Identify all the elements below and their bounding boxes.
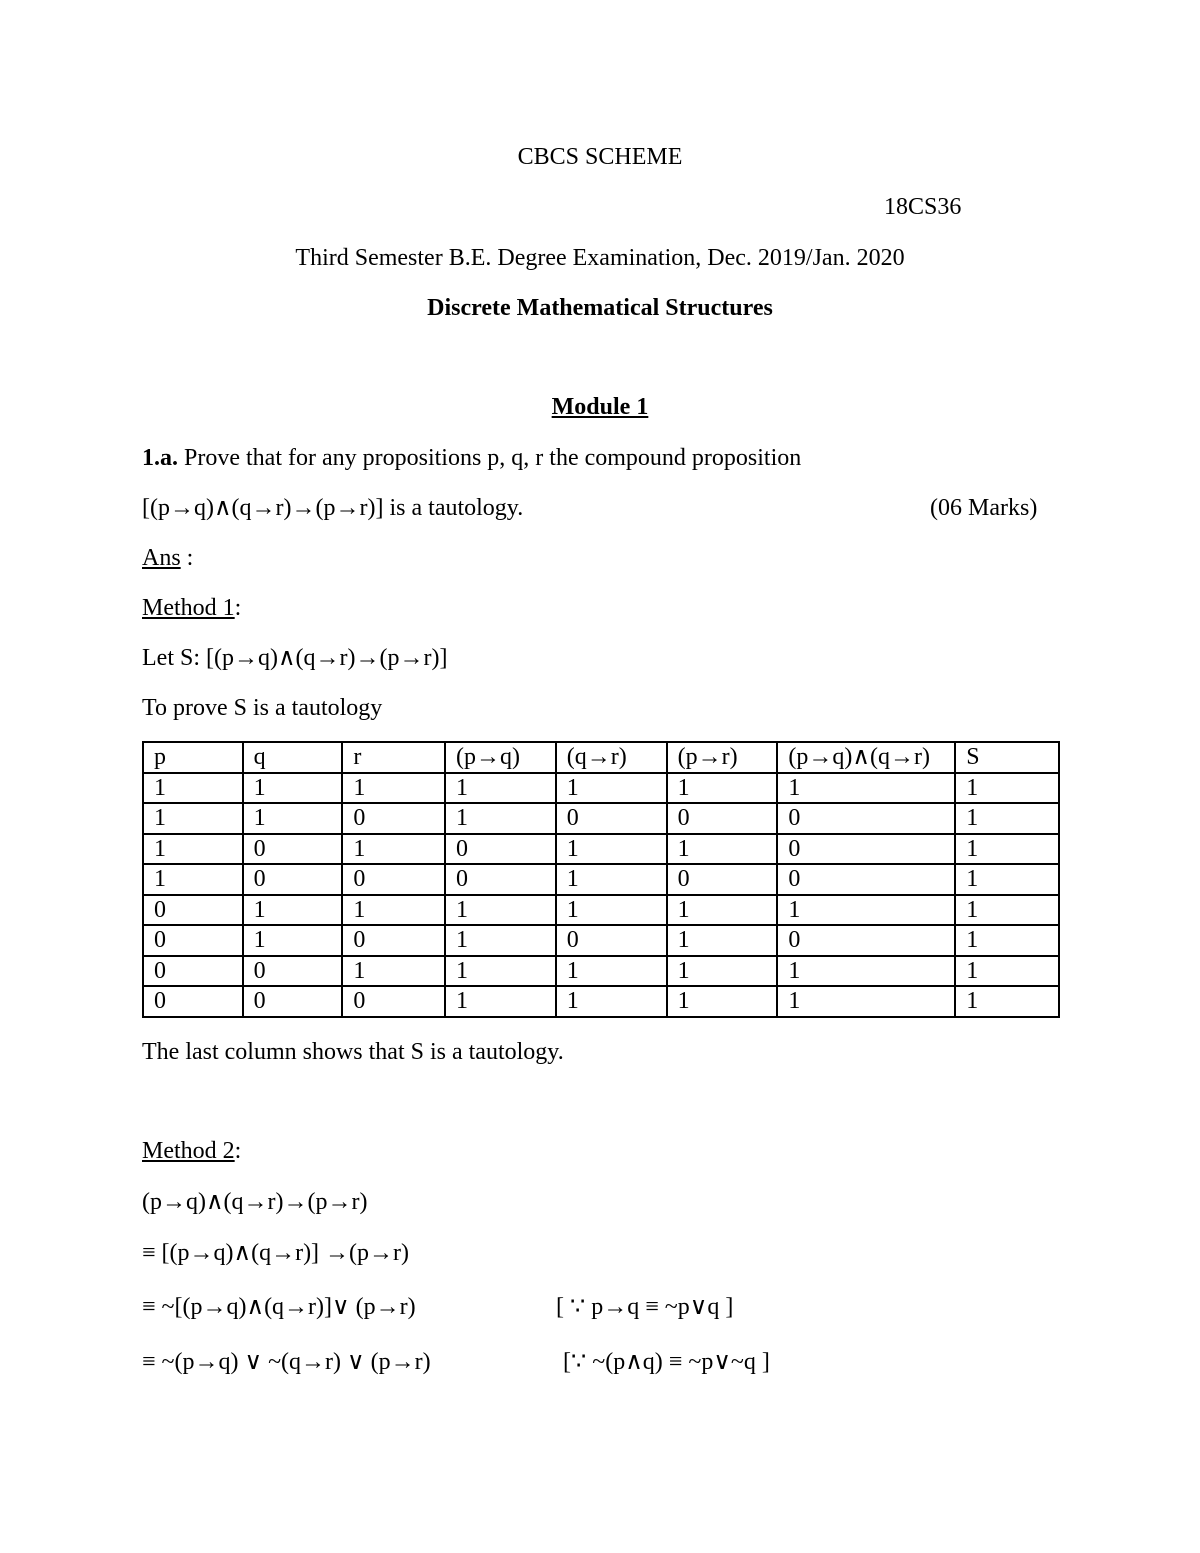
method2-reason-1: [ ∵ p→q ≡ ~p∨q ] [556, 1294, 734, 1320]
let-s-line: Let S: [(p→q)∧(q→r)→(p→r)] [142, 645, 448, 671]
table-cell: 1 [445, 803, 556, 834]
table-cell: 0 [556, 803, 667, 834]
table-cell: 1 [777, 956, 955, 987]
table-cell: 0 [143, 986, 243, 1017]
question-expression: [(p→q)∧(q→r)→(p→r)] is a tautology. [142, 495, 524, 521]
question-marks: (06 Marks) [930, 495, 1038, 521]
table-cell: 1 [243, 803, 343, 834]
table-cell: 1 [143, 834, 243, 865]
method2-step-3: ≡ ~[(p→q)∧(q→r)]∨ (p→r) [142, 1294, 416, 1320]
table-cell: 0 [243, 864, 343, 895]
table-cell: 0 [342, 864, 445, 895]
table-cell: 1 [342, 956, 445, 987]
table-cell: 1 [143, 864, 243, 895]
table-cell: 0 [243, 956, 343, 987]
table-cell: 1 [243, 925, 343, 956]
table-cell: 1 [243, 895, 343, 926]
table-cell: 0 [243, 834, 343, 865]
truth-table-header-row [143, 742, 1059, 773]
table-cell: 1 [955, 895, 1059, 926]
method2-step-4: ≡ ~(p→q) ∨ ~(q→r) ∨ (p→r) [142, 1349, 431, 1375]
table-cell: 0 [143, 895, 243, 926]
table-row [143, 986, 1059, 1017]
table-row [143, 895, 1059, 926]
table-cell: 1 [667, 834, 778, 865]
column-header: r [342, 742, 445, 773]
table-cell: 1 [445, 773, 556, 804]
subject-code: 18CS36 [884, 194, 962, 220]
table-cell: 1 [445, 956, 556, 987]
table-row [143, 864, 1059, 895]
table-cell: 0 [777, 864, 955, 895]
module-label: Module 1 [551, 394, 649, 420]
column-header: p [143, 742, 243, 773]
column-header: (p→q)∧(q→r) [777, 742, 955, 773]
table-cell: 0 [342, 925, 445, 956]
table-cell: 1 [777, 986, 955, 1017]
to-prove-line: To prove S is a tautology [142, 695, 383, 721]
method2-suffix: : [234, 1138, 242, 1164]
table-cell: 0 [667, 864, 778, 895]
method2-step-1: (p→q)∧(q→r)→(p→r) [142, 1189, 368, 1215]
table-cell: 1 [143, 803, 243, 834]
column-header: (p→r) [667, 742, 778, 773]
table-cell: 1 [777, 773, 955, 804]
table-cell: 1 [955, 986, 1059, 1017]
table-cell: 1 [777, 895, 955, 926]
table-cell: 1 [667, 925, 778, 956]
table-cell: 0 [777, 925, 955, 956]
question-number: 1.a. [142, 445, 178, 471]
column-header: (q→r) [556, 742, 667, 773]
table-cell: 1 [667, 956, 778, 987]
table-cell: 1 [556, 895, 667, 926]
table-row [143, 773, 1059, 804]
conclusion-line: The last column shows that S is a tautology. [142, 1039, 564, 1065]
method2-step-2: ≡ [(p→q)∧(q→r)] →(p→r) [142, 1240, 410, 1266]
table-cell: 0 [342, 803, 445, 834]
subject-title: Discrete Mathematical Structures [427, 295, 773, 321]
answer-heading [142, 543, 193, 573]
ans-suffix: : [180, 545, 194, 571]
table-cell: 1 [556, 773, 667, 804]
table-cell: 1 [445, 986, 556, 1017]
table-cell: 1 [667, 773, 778, 804]
ans-label: Ans [142, 545, 181, 571]
scheme-title: CBCS SCHEME [517, 144, 683, 170]
truth-table [142, 741, 1060, 1018]
table-row [143, 803, 1059, 834]
table-cell: 1 [955, 834, 1059, 865]
table-cell: 1 [955, 773, 1059, 804]
table-cell: 1 [556, 834, 667, 865]
table-cell: 0 [143, 925, 243, 956]
table-cell: 0 [777, 803, 955, 834]
table-cell: 0 [445, 864, 556, 895]
table-row [143, 956, 1059, 987]
table-cell: 1 [667, 895, 778, 926]
table-cell: 1 [556, 864, 667, 895]
method2-reason-2: [∵ ~(p∧q) ≡ ~p∨~q ] [563, 1349, 770, 1375]
table-cell: 1 [955, 925, 1059, 956]
column-header: S [955, 742, 1059, 773]
question-text: Prove that for any propositions p, q, r the compound proposition [178, 445, 802, 471]
column-header: (p→q) [445, 742, 556, 773]
method1-suffix: : [234, 595, 242, 621]
table-cell: 0 [777, 834, 955, 865]
method1-heading [142, 593, 241, 623]
table-cell: 0 [667, 803, 778, 834]
table-cell: 1 [243, 773, 343, 804]
module-heading [0, 392, 1200, 422]
method2-label: Method 2 [142, 1138, 235, 1164]
question-line [142, 443, 801, 473]
column-header: q [243, 742, 343, 773]
table-cell: 1 [556, 986, 667, 1017]
table-cell: 1 [143, 773, 243, 804]
table-cell: 1 [342, 895, 445, 926]
method2-heading [142, 1136, 241, 1166]
table-cell: 0 [342, 986, 445, 1017]
table-cell: 1 [955, 864, 1059, 895]
table-cell: 0 [556, 925, 667, 956]
table-cell: 1 [445, 925, 556, 956]
table-cell: 1 [955, 803, 1059, 834]
table-cell: 1 [667, 986, 778, 1017]
method1-label: Method 1 [142, 595, 235, 621]
table-cell: 0 [445, 834, 556, 865]
table-cell: 1 [955, 956, 1059, 987]
table-cell: 1 [342, 773, 445, 804]
exam-title: Third Semester B.E. Degree Examination, Dec. 2019/Jan. 2020 [295, 245, 905, 271]
table-cell: 1 [445, 895, 556, 926]
table-cell: 1 [342, 834, 445, 865]
table-cell: 1 [556, 956, 667, 987]
table-row [143, 834, 1059, 865]
table-cell: 0 [143, 956, 243, 987]
table-row [143, 925, 1059, 956]
table-cell: 0 [243, 986, 343, 1017]
